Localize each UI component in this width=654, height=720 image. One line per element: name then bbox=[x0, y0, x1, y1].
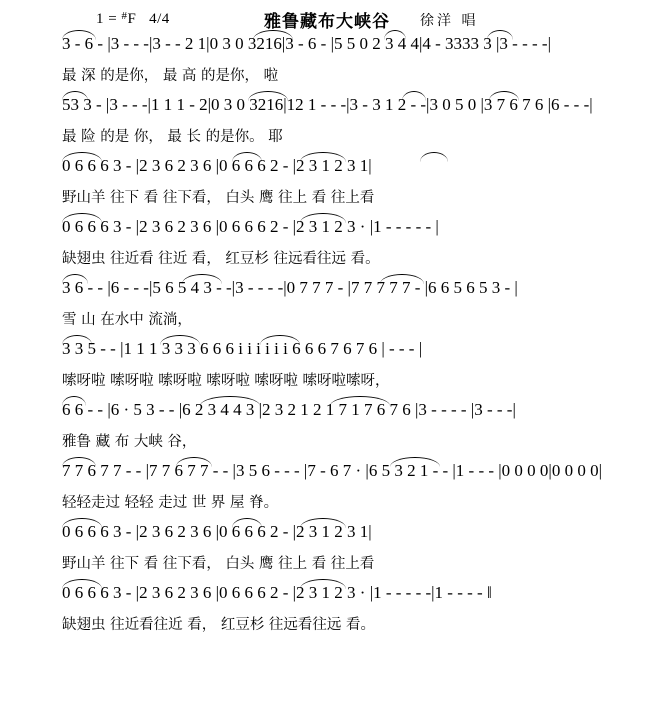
lyrics-row-2: 最 险 的是 你， 最 长 的是你。 耶 bbox=[62, 129, 283, 145]
notes-row-2: 53 3 - |3 - - -|1 1 1 - 2|0 3 0 3216|12 1 - - -|3 - 3 1 2 - -|3 0 5 0 |3 7 6 7 6 |6 - - -| bbox=[62, 95, 593, 114]
system-5 bbox=[0, 278, 654, 339]
lyrics-row-5: 雪 山 在水中 流淌， bbox=[62, 312, 192, 328]
notes-row-3: 0 6 6 6 3 - |2 3 6 2 3 6 |0 6 6 6 2 - |2 3 1 2 3 1| bbox=[62, 156, 372, 175]
system-8 bbox=[0, 461, 654, 522]
notes-row-7: 6 6 - - |6 · 5 3 - - |6 2 3 4 4 3 |2 3 2 1 2 1 7 1 7 6 7 6 |3 - - - - |3 - - -| bbox=[62, 400, 516, 419]
notes-row-10: 0 6 6 6 3 - |2 3 6 2 3 6 |0 6 6 6 2 - |2 3 1 2 3 · |1 - - - - -|1 - - - - ‖ bbox=[62, 583, 492, 602]
system-2 bbox=[0, 95, 654, 156]
notes-row-5: 3 6 - - |6 - - -|5 6 5 4 3 - -|3 - - - -|0 7 7 7 - |7 7 7 7 7 - |6 6 5 6 5 3 - | bbox=[62, 278, 518, 297]
lyrics-row-4: 缺翅虫 往近看 往近 看， 红豆杉 往远看往远 看。 bbox=[62, 251, 380, 267]
system-4 bbox=[0, 217, 654, 278]
lyrics-row-10: 缺翅虫 往近看往近 看， 红豆杉 往远看往远 看。 bbox=[62, 617, 376, 633]
lyrics-row-3: 野山羊 往下 看 往下看， 白头 鹰 往上 看 往上看 bbox=[62, 190, 375, 206]
lyrics-row-1: 最 深 的是你， 最 高 的是你， 啦 bbox=[62, 68, 279, 84]
key-prefix: 1 = bbox=[96, 11, 118, 27]
performer-credit: 徐洋 唱 bbox=[420, 13, 479, 29]
system-10 bbox=[0, 583, 654, 644]
notes-row-6: 3 3 5 - - |1 1 1 3 3 3 6 6 6 i i i i i i 6 6 6 7 6 7 6 | - - - | bbox=[62, 339, 423, 358]
lyrics-row-7: 雅鲁 藏 布 大峡 谷， bbox=[62, 434, 197, 450]
notes-row-8: 7 7 6 7 7 - - |7 7 6 7 7 - - |3 5 6 - - - |7 - 6 7 · |6 5 3 2 1 - - |1 - - - |0 0 0 0|0 0 0 0| bbox=[62, 461, 602, 480]
lyrics-row-6: 嗦呀啦 嗦呀啦 嗦呀啦 嗦呀啦 嗦呀啦 嗦呀啦嗦呀， bbox=[62, 373, 390, 389]
sharp-icon: # bbox=[121, 10, 128, 22]
system-9 bbox=[0, 522, 654, 583]
notes-row-9: 0 6 6 6 3 - |2 3 6 2 3 6 |0 6 6 6 2 - |2 3 1 2 3 1| bbox=[62, 522, 372, 541]
lyrics-row-9: 野山羊 往下 看 往下看， 白头 鹰 往上 看 往上看 bbox=[62, 556, 375, 572]
system-6 bbox=[0, 339, 654, 400]
score-header bbox=[0, 0, 654, 34]
system-7 bbox=[0, 400, 654, 461]
notes-row-4: 0 6 6 6 3 - |2 3 6 2 3 6 |0 6 6 6 2 - |2 3 1 2 3 · |1 - - - - - | bbox=[62, 217, 439, 236]
system-1 bbox=[0, 34, 654, 95]
page-title: 雅鲁藏布大峡谷 bbox=[264, 12, 390, 32]
time-signature: 4/4 bbox=[149, 11, 170, 27]
system-3 bbox=[0, 156, 654, 217]
lyrics-row-8: 轻轻走过 轻轻 走过 世 界 屋 脊。 bbox=[62, 495, 279, 511]
notes-row-1: 3 - 6 - |3 - - -|3 - - 2 1|0 3 0 3216|3 - 6 - |5 5 0 2 3 4 4|4 - 3333 3 |3 - - - -| bbox=[62, 34, 551, 53]
key-letter: F bbox=[127, 11, 137, 27]
